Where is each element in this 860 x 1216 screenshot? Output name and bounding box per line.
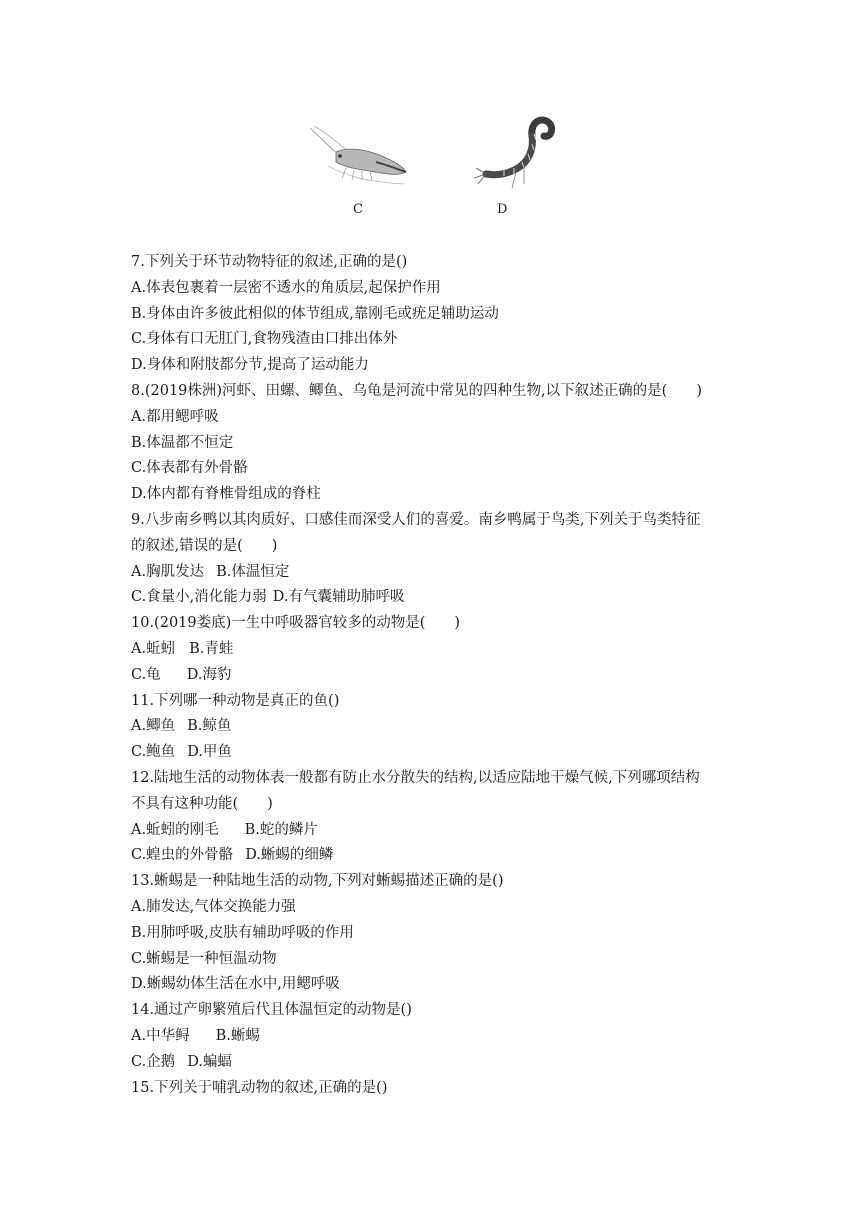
- figure-row: [0, 110, 860, 230]
- answer-option: B.体温恒定: [216, 563, 290, 580]
- answer-option: C.企鹅: [131, 1053, 176, 1070]
- answer-option: A.胸肌发达: [131, 563, 205, 580]
- answer-option: B.蛇的鳞片: [244, 821, 318, 838]
- option-row: [131, 560, 731, 586]
- figure-label-d: D: [497, 202, 508, 217]
- question-stem: 14.通过产卵繁殖后代且体温恒定的动物是(): [131, 1002, 412, 1019]
- answer-option: A.体表包裹着一层密不透水的角质层,起保护作用: [131, 279, 441, 296]
- question-stem: 15.下列关于哺乳动物的叙述,正确的是(): [131, 1079, 388, 1096]
- answer-option: C.体表都有外骨骼: [131, 460, 248, 477]
- answer-option: A.中华鲟: [131, 1027, 190, 1044]
- answer-option: D.蜥蜴幼体生活在水中,用鳃呼吸: [131, 976, 340, 993]
- option-row: [131, 637, 731, 663]
- shrimp-image: [306, 122, 410, 188]
- answer-option: A.鲫鱼: [131, 718, 176, 735]
- figure-label-c: C: [353, 202, 363, 217]
- answer-option: C.蜥蜴是一种恒温动物: [131, 950, 277, 967]
- answer-option: D.海豹: [186, 666, 232, 683]
- answer-option: D.体内都有脊椎骨组成的脊柱: [131, 486, 321, 503]
- question-stem: 13.蜥蜴是一种陆地生活的动物,下列对蜥蜴描述正确的是(): [131, 873, 504, 890]
- question-stem: 9.八步南乡鸭以其肉质好、口感佳而深受人们的喜爱。南乡鸭属于鸟类,下列关于鸟类特征: [131, 511, 701, 528]
- question-stem-continued: 不具有这种功能( ): [131, 795, 273, 812]
- option-row: [131, 663, 731, 689]
- answer-option: D.有气囊辅助肺呼吸: [272, 589, 405, 606]
- question-stem: 12.陆地生活的动物体表一般都有防止水分散失的结构,以适应陆地干燥气候,下列哪项结构: [131, 769, 700, 786]
- option-row: [131, 740, 731, 766]
- answer-option: A.蚯蚓: [131, 640, 176, 657]
- answer-option: A.肺发达,气体交换能力强: [131, 898, 296, 915]
- option-row: [131, 1050, 731, 1076]
- question-stem: 8.(2019株洲)河虾、田螺、鲫鱼、乌龟是河流中常见的四种生物,以下叙述正确的是( ): [131, 382, 702, 399]
- answer-option: D.甲鱼: [187, 744, 232, 761]
- answer-option: D.身体和附肢都分节,提高了运动能力: [131, 357, 369, 374]
- answer-option: C.食量小,消化能力弱: [131, 589, 267, 606]
- question-list: [131, 250, 731, 1101]
- option-row: [131, 714, 731, 740]
- answer-option: B.身体由许多彼此相似的体节组成,靠刚毛或疣足辅助运动: [131, 305, 499, 322]
- answer-option: D.蝙蝠: [187, 1053, 232, 1070]
- answer-option: B.蜥蜴: [215, 1027, 260, 1044]
- answer-option: C.鲍鱼: [131, 744, 176, 761]
- question-stem: 11.下列哪一种动物是真正的鱼(): [131, 692, 340, 709]
- answer-option: C.龟: [131, 666, 161, 683]
- answer-option: B.体温都不恒定: [131, 434, 234, 451]
- answer-option: B.青蛙: [189, 640, 234, 657]
- answer-option: D.蜥蜴的细鳞: [245, 847, 334, 864]
- question-stem: 10.(2019娄底)一生中呼吸器官较多的动物是( ): [131, 615, 461, 632]
- answer-option: A.蚯蚓的刚毛: [131, 821, 219, 838]
- option-row: [131, 843, 731, 869]
- option-row: [131, 818, 731, 844]
- answer-option: B.鲸鱼: [187, 718, 232, 735]
- answer-option: C.身体有口无肛门,食物残渣由口排出体外: [131, 331, 398, 348]
- answer-option: A.都用鳃呼吸: [131, 408, 219, 425]
- answer-option: B.用肺呼吸,皮肤有辅助呼吸的作用: [131, 924, 354, 941]
- larva-image: [472, 110, 560, 192]
- option-row: [131, 1024, 731, 1050]
- answer-option: C.蝗虫的外骨骼: [131, 847, 234, 864]
- question-stem: 7.下列关于环节动物特征的叙述,正确的是(): [131, 254, 408, 270]
- question-stem-continued: 的叙述,错误的是( ): [131, 537, 278, 554]
- option-row: [131, 585, 731, 611]
